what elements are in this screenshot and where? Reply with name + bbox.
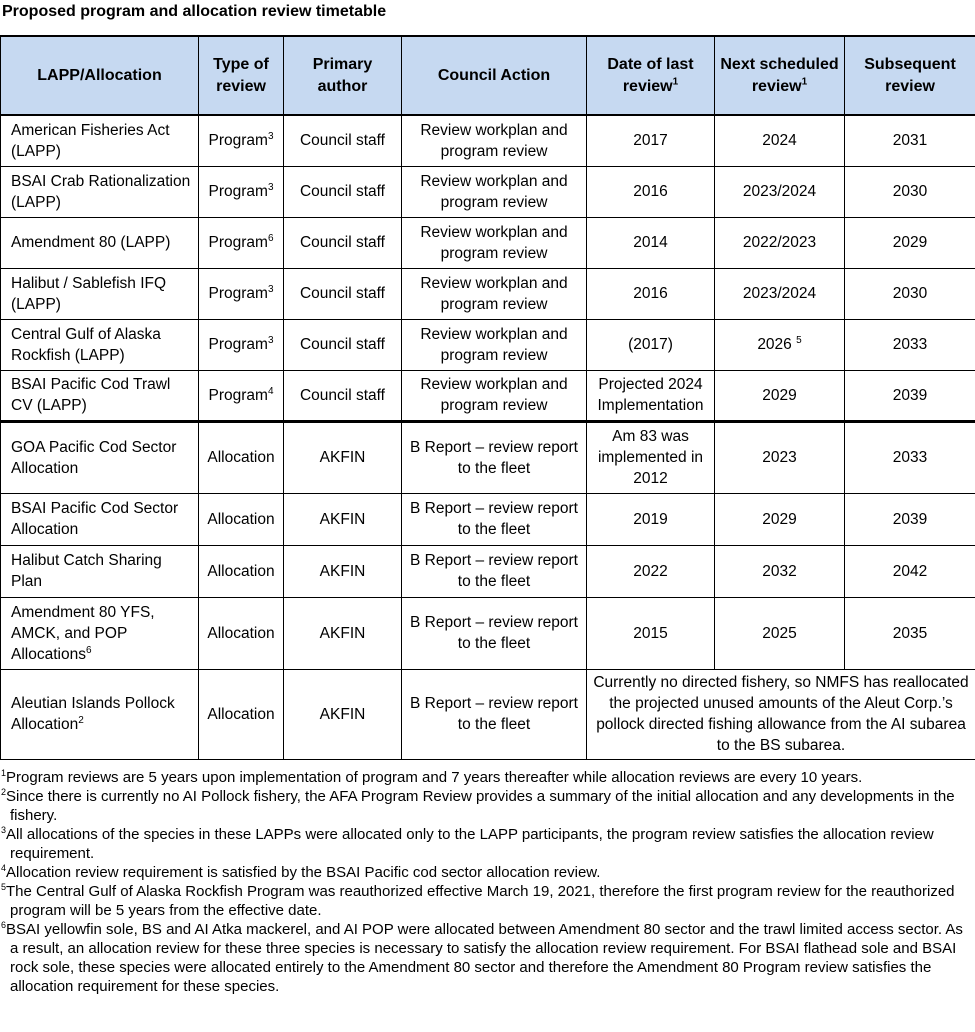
cell-last-review: 2014 — [587, 217, 715, 268]
cell-next-review: 2023/2024 — [715, 268, 845, 319]
footnote: $^6$BSAI yellowfin sole, BS and AI Atka mackerel, and AI POP were allocated between Amendment 80 sector and the trawl limited access sector. As a result, an allocation review for these three species is necessary to satisfy the allocation review requirement. For BSAI flathead sole and BSAI rock sole, these species were allocated entirely to the Amendment 80 sector and therefore the Amendment 80 Program review satisfies the allocation requirement for these species. — [1, 920, 963, 995]
cell-subsequent-review: 2035 — [845, 597, 975, 669]
cell-last-review: 2016 — [587, 268, 715, 319]
footnotes — [1, 768, 973, 996]
cell-next-review: 2023/2024 — [715, 166, 845, 217]
cell-subsequent-review: 2042 — [845, 545, 975, 597]
cell-author: AKFIN — [284, 545, 402, 597]
cell-type: Program$^4$ — [199, 370, 284, 421]
cell-type: Allocation — [199, 597, 284, 669]
cell-action: Review workplan and program review — [402, 115, 587, 166]
cell-name: GOA Pacific Cod Sector Allocation — [1, 421, 199, 493]
table-row — [1, 669, 975, 759]
cell-last-review: 2015 — [587, 597, 715, 669]
cell-type: Allocation — [199, 493, 284, 545]
col-header-lapp: LAPP/Allocation — [1, 36, 199, 115]
cell-action: Review workplan and program review — [402, 319, 587, 370]
cell-author: Council staff — [284, 319, 402, 370]
cell-next-review: 2026 $^5$ — [715, 319, 845, 370]
cell-type: Allocation — [199, 421, 284, 493]
cell-type: Program$^3$ — [199, 268, 284, 319]
footnote: $^4$Allocation review requirement is satisfied by the BSAI Pacific cod sector allocation review. — [1, 863, 601, 881]
col-header-subsequent-review: Subsequent review — [845, 36, 975, 115]
cell-last-review: Am 83 was implemented in 2012 — [587, 421, 715, 493]
cell-subsequent-review: 2030 — [845, 166, 975, 217]
col-header-action: Council Action — [402, 36, 587, 115]
cell-next-review: 2022/2023 — [715, 217, 845, 268]
cell-next-review: 2032 — [715, 545, 845, 597]
table-row — [1, 545, 975, 597]
col-header-last-review: Date of last review$^1$ — [587, 36, 715, 115]
cell-type: Program$^6$ — [199, 217, 284, 268]
cell-action: B Report – review report to the fleet — [402, 597, 587, 669]
table-row — [1, 319, 975, 370]
cell-subsequent-review: 2029 — [845, 217, 975, 268]
cell-subsequent-review: 2033 — [845, 421, 975, 493]
col-header-next-review: Next scheduled review$^1$ — [715, 36, 845, 115]
cell-type: Allocation — [199, 669, 284, 759]
cell-author: Council staff — [284, 217, 402, 268]
cell-author: Council staff — [284, 370, 402, 421]
cell-last-review: (2017) — [587, 319, 715, 370]
cell-type: Allocation — [199, 545, 284, 597]
col-header-type: Type of review — [199, 36, 284, 115]
footnote: $^2$Since there is currently no AI Pollock fishery, the AFA Program Review provides a summary of the initial allocation and any developments in the fishery. — [1, 787, 955, 824]
table-row — [1, 493, 975, 545]
cell-last-review: 2016 — [587, 166, 715, 217]
cell-author: Council staff — [284, 268, 402, 319]
cell-subsequent-review: 2039 — [845, 493, 975, 545]
cell-name: Amendment 80 YFS, AMCK, and POP Allocations$^6$ — [1, 597, 199, 669]
table-row — [1, 370, 975, 421]
cell-name: BSAI Pacific Cod Trawl CV (LAPP) — [1, 370, 199, 421]
cell-action: B Report – review report to the fleet — [402, 669, 587, 759]
header-row — [1, 36, 975, 115]
cell-type: Program$^3$ — [199, 166, 284, 217]
cell-subsequent-review: 2039 — [845, 370, 975, 421]
cell-merged-note: Currently no directed fishery, so NMFS has reallocated the projected unused amounts of the Aleut Corp.’s pollock directed fishing allowance from the AI subarea to the BS subarea. — [587, 669, 975, 759]
col-header-author: Primary author — [284, 36, 402, 115]
table-row — [1, 421, 975, 493]
table-row — [1, 217, 975, 268]
cell-author: Council staff — [284, 115, 402, 166]
cell-author: AKFIN — [284, 493, 402, 545]
table-row — [1, 268, 975, 319]
cell-last-review: Projected 2024 Implementation — [587, 370, 715, 421]
cell-type: Program$^3$ — [199, 115, 284, 166]
cell-name: Amendment 80 (LAPP) — [1, 217, 199, 268]
cell-name: BSAI Pacific Cod Sector Allocation — [1, 493, 199, 545]
cell-next-review: 2029 — [715, 493, 845, 545]
cell-next-review: 2025 — [715, 597, 845, 669]
cell-name: BSAI Crab Rationalization (LAPP) — [1, 166, 199, 217]
footnote: $^1$Program reviews are 5 years upon implementation of program and 7 years thereafter while allocation reviews are every 10 years. — [1, 768, 863, 786]
cell-name: Halibut Catch Sharing Plan — [1, 545, 199, 597]
cell-last-review: 2019 — [587, 493, 715, 545]
cell-author: AKFIN — [284, 669, 402, 759]
cell-action: Review workplan and program review — [402, 268, 587, 319]
table-row — [1, 166, 975, 217]
cell-author: AKFIN — [284, 597, 402, 669]
cell-author: AKFIN — [284, 421, 402, 493]
cell-author: Council staff — [284, 166, 402, 217]
cell-next-review: 2029 — [715, 370, 845, 421]
cell-type: Program$^3$ — [199, 319, 284, 370]
table-row — [1, 597, 975, 669]
cell-last-review: 2022 — [587, 545, 715, 597]
cell-name: American Fisheries Act (LAPP) — [1, 115, 199, 166]
cell-next-review: 2024 — [715, 115, 845, 166]
footnote: $^5$The Central Gulf of Alaska Rockfish Program was reauthorized effective March 19, 2021, therefore the first program review for the reauthorized program will be 5 years from the effective date. — [1, 882, 955, 919]
cell-action: B Report – review report to the fleet — [402, 493, 587, 545]
cell-last-review: 2017 — [587, 115, 715, 166]
cell-action: Review workplan and program review — [402, 217, 587, 268]
cell-subsequent-review: 2031 — [845, 115, 975, 166]
cell-action: B Report – review report to the fleet — [402, 545, 587, 597]
page-title: Proposed program and allocation review timetable — [2, 3, 387, 20]
cell-name: Halibut / Sablefish IFQ (LAPP) — [1, 268, 199, 319]
cell-name: Aleutian Islands Pollock Allocation$^2$ — [1, 669, 199, 759]
cell-next-review: 2023 — [715, 421, 845, 493]
cell-subsequent-review: 2030 — [845, 268, 975, 319]
cell-action: B Report – review report to the fleet — [402, 421, 587, 493]
table-row — [1, 115, 975, 166]
review-timetable — [0, 35, 975, 760]
footnote: $^3$All allocations of the species in these LAPPs were allocated only to the LAPP participants, the program review satisfies the allocation review requirement. — [1, 825, 934, 862]
cell-action: Review workplan and program review — [402, 370, 587, 421]
cell-action: Review workplan and program review — [402, 166, 587, 217]
cell-subsequent-review: 2033 — [845, 319, 975, 370]
cell-name: Central Gulf of Alaska Rockfish (LAPP) — [1, 319, 199, 370]
